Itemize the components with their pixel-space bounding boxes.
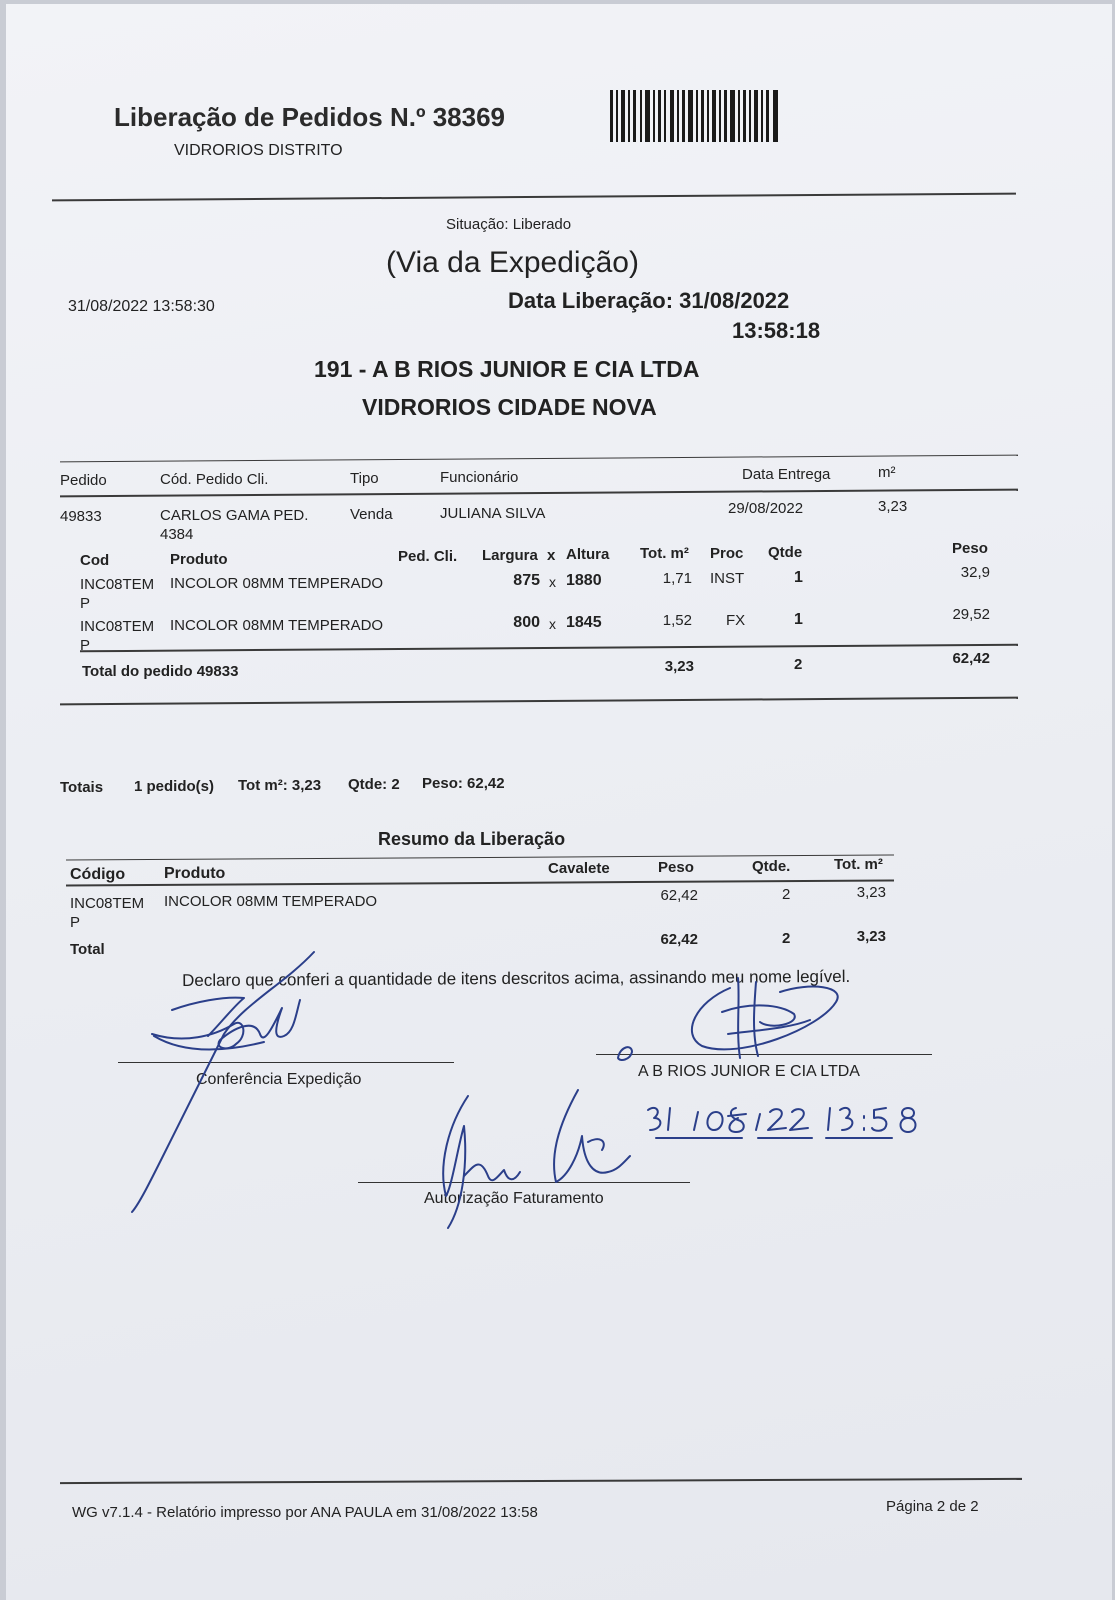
item-weight: 32,9 xyxy=(960,564,990,581)
summary-total-qty: 2 xyxy=(782,930,791,947)
handwritten-date xyxy=(642,1100,932,1150)
col-x: x xyxy=(547,547,556,564)
order-block-end-rule xyxy=(60,697,1018,706)
col-pedido: Pedido xyxy=(60,472,107,489)
summary-item-m2: 3,23 xyxy=(856,884,886,901)
copy-type: (Via da Expedição) xyxy=(386,246,639,279)
order-number: 49833 xyxy=(60,508,102,525)
col-largura: Largura xyxy=(482,547,538,564)
item-x: x xyxy=(549,574,556,590)
col-altura: Altura xyxy=(566,546,610,563)
summary-item-code: INC08TEM xyxy=(70,895,145,912)
summary-item-code-cont: P xyxy=(70,914,81,931)
item-code-cont: P xyxy=(80,595,91,612)
printed-timestamp: 31/08/2022 13:58:30 xyxy=(68,298,215,315)
summary-total-m2: 3,23 xyxy=(856,928,886,945)
company-name: VIDRORIOS DISTRITO xyxy=(174,142,343,159)
col-proc: Proc xyxy=(710,545,744,562)
summary-col-peso: Peso xyxy=(658,859,694,876)
col-qtde: Qtde xyxy=(768,544,803,561)
document-page xyxy=(6,4,1112,1600)
signature-ana-paula xyxy=(418,1086,638,1236)
signature-label-bottom: Autorização Faturamento xyxy=(424,1190,604,1207)
item-height: 1880 xyxy=(566,572,602,589)
employee-name: JULIANA SILVA xyxy=(440,505,546,522)
summary-item-weight: 62,42 xyxy=(660,887,698,904)
col-cod: Cod xyxy=(80,552,110,569)
col-ped-cli: Ped. Cli. xyxy=(398,548,458,565)
delivery-date: 29/08/2022 xyxy=(728,500,804,517)
release-time: 13:58:18 xyxy=(732,318,821,343)
item-proc: INST xyxy=(710,570,745,587)
signature-conferencia xyxy=(124,944,324,1224)
client-store: VIDRORIOS CIDADE NOVA xyxy=(362,394,657,420)
order-total-qty: 2 xyxy=(794,656,803,673)
col-tot-m2: Tot. m² xyxy=(640,545,689,562)
order-table-top-rule xyxy=(60,455,1018,463)
totals-label: Totais xyxy=(60,779,104,796)
col-funcionario: Funcionário xyxy=(440,469,519,486)
footer-rule xyxy=(60,1478,1022,1484)
item-height: 1845 xyxy=(566,614,602,631)
client-order-code-2: 4384 xyxy=(160,526,194,543)
item-proc: FX xyxy=(726,612,746,629)
col-peso: Peso xyxy=(952,540,988,557)
item-code: INC08TEM xyxy=(80,618,155,635)
document-title: Liberação de Pedidos N.º 38369 xyxy=(114,102,505,132)
summary-total-weight: 62,42 xyxy=(660,931,698,948)
header-divider xyxy=(52,193,1016,202)
items-total-rule xyxy=(80,644,1018,653)
status-text: Situação: Liberado xyxy=(446,216,572,233)
item-width: 800 xyxy=(513,614,540,631)
summary-total-label: Total xyxy=(70,941,105,958)
summary-col-tot-m2: Tot. m² xyxy=(834,856,883,873)
totals-weight: Peso: 62,42 xyxy=(422,775,505,792)
col-cod-pedido-cli: Cód. Pedido Cli. xyxy=(160,471,269,488)
col-tipo: Tipo xyxy=(350,470,379,487)
summary-item-product: INCOLOR 08MM TEMPERADO xyxy=(164,893,378,910)
item-qty: 1 xyxy=(794,611,803,628)
item-m2: 1,52 xyxy=(662,612,692,629)
item-qty: 1 xyxy=(794,569,803,586)
totals-qty: Qtde: 2 xyxy=(348,776,400,793)
summary-col-cavalete: Cavalete xyxy=(548,860,610,877)
order-table-header-rule xyxy=(60,489,1018,498)
release-date: Data Liberação: 31/08/2022 xyxy=(508,288,790,313)
page-number: Página 2 de 2 xyxy=(886,1498,979,1515)
summary-item-qty: 2 xyxy=(782,886,791,903)
order-total-m2: 3,23 xyxy=(664,658,694,675)
summary-title: Resumo da Liberação xyxy=(378,829,566,849)
order-total-weight: 62,42 xyxy=(952,650,990,667)
item-product: INCOLOR 08MM TEMPERADO xyxy=(170,617,384,634)
summary-col-produto: Produto xyxy=(164,865,226,882)
signature-label-left: Conferência Expedição xyxy=(196,1071,362,1088)
item-code-cont: P xyxy=(80,637,91,654)
item-product: INCOLOR 08MM TEMPERADO xyxy=(170,575,384,592)
order-type: Venda xyxy=(350,506,393,523)
item-code: INC08TEM xyxy=(80,576,155,593)
client-name: 191 - A B RIOS JUNIOR E CIA LTDA xyxy=(314,356,700,382)
summary-col-qtde: Qtde. xyxy=(752,858,791,875)
order-m2: 3,23 xyxy=(878,498,908,515)
footer-printed-by: WG v7.1.4 - Relatório impresso por ANA PAULA em 31/08/2022 13:58 xyxy=(72,1504,538,1521)
client-order-code: CARLOS GAMA PED. xyxy=(160,507,309,524)
col-produto: Produto xyxy=(170,551,228,568)
item-width: 875 xyxy=(513,572,540,589)
barcode-icon xyxy=(610,90,778,142)
totals-m2: Tot m²: 3,23 xyxy=(238,777,322,794)
summary-col-codigo: Código xyxy=(70,866,126,883)
totals-orders: 1 pedido(s) xyxy=(134,778,215,795)
item-weight: 29,52 xyxy=(952,606,990,623)
signature-client xyxy=(610,972,870,1072)
col-m2: m² xyxy=(878,464,896,481)
item-m2: 1,71 xyxy=(662,570,692,587)
order-total-label: Total do pedido 49833 xyxy=(82,663,239,680)
item-x: x xyxy=(549,616,556,632)
col-data-entrega: Data Entrega xyxy=(742,466,831,483)
declaration-text: Declaro que conferi a quantidade de itens descritos acima, assinando meu nome legível. xyxy=(182,966,851,990)
signature-label-right: A B RIOS JUNIOR E CIA LTDA xyxy=(638,1063,860,1080)
